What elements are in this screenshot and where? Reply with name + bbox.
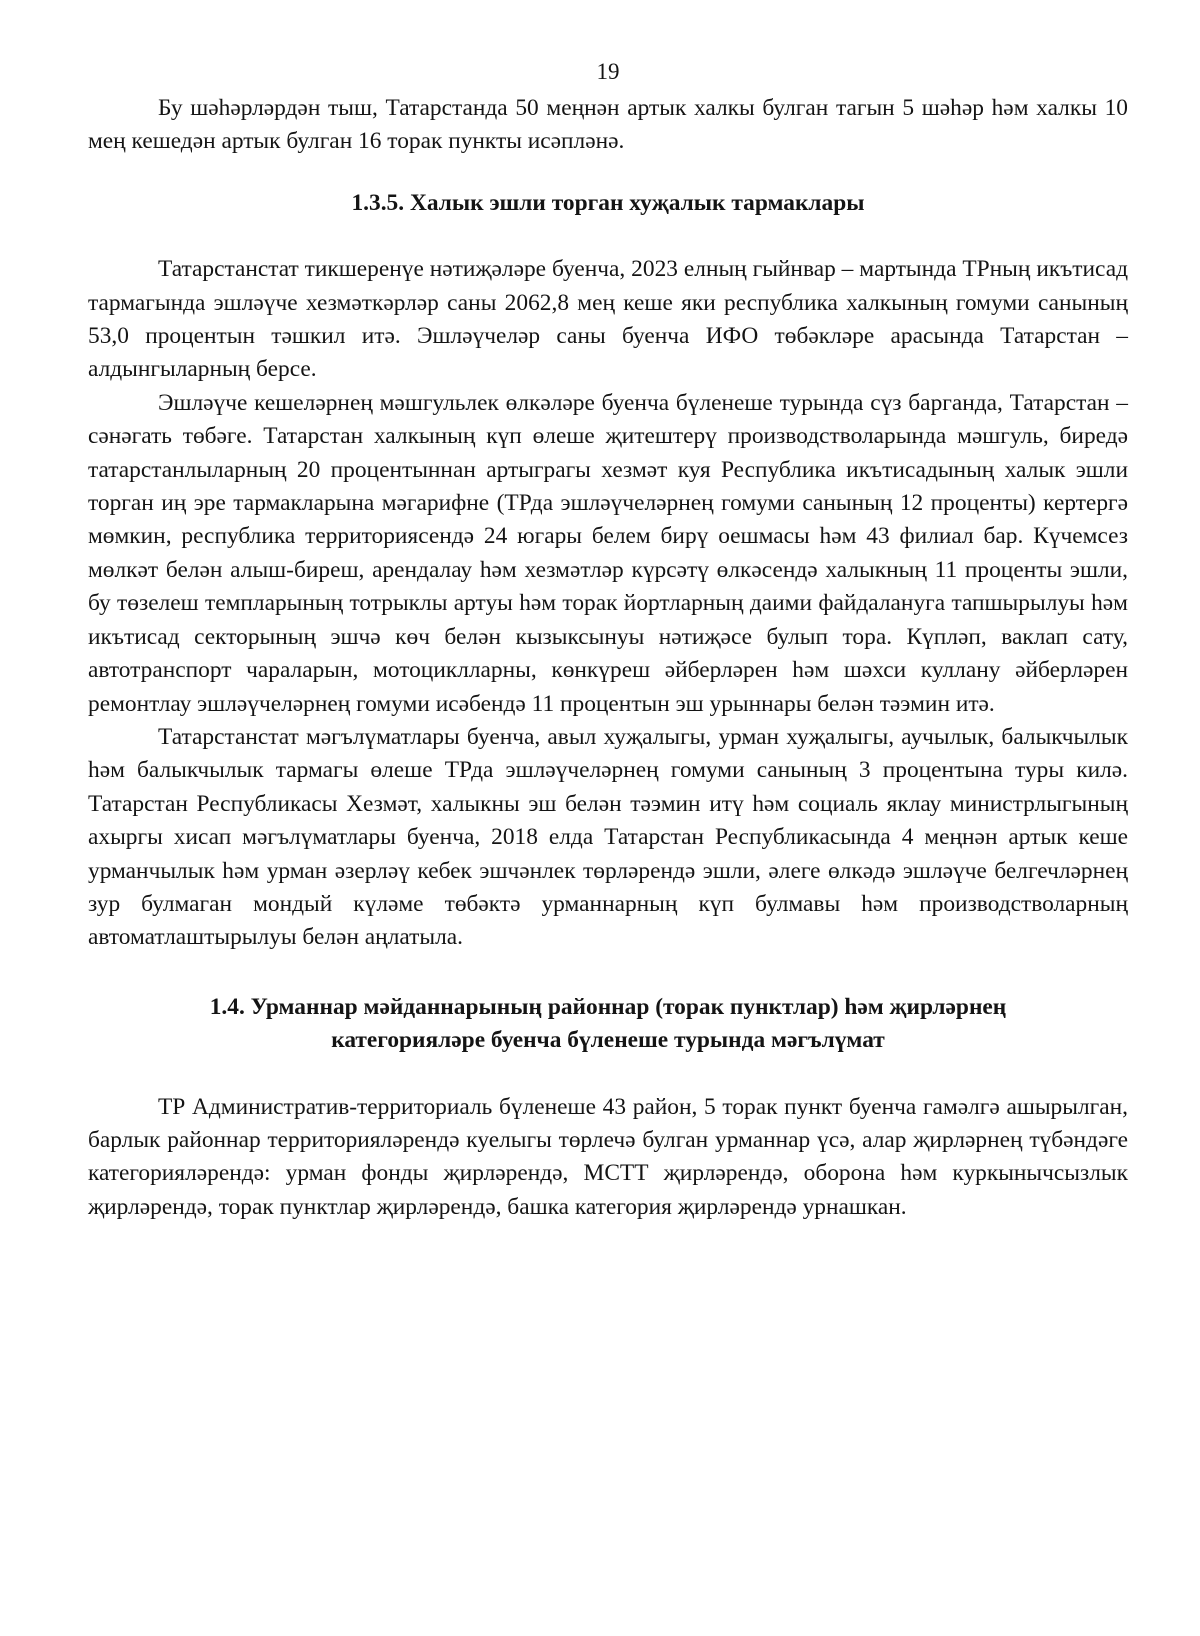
section-heading-1-4-line1: 1.4. Урманнар мәйданнарының районнар (торак пунктлар) һәм җирләрнең	[209, 993, 1007, 1020]
page-number: 19	[596, 59, 620, 84]
document-page	[88, 52, 1128, 1224]
paragraph-employment-stats: Татарстанстат тикшеренүе нәтиҗәләре буенча, 2023 елның гыйнвар – мартында ТРның икътисад тармагында эшләүче хезмәткәрләр саны 2062,8 мең кеше яки республика халкының гомуми санының 53,0 процентын тәшкил итә. Эшләүчеләр саны буенча ИФО төбәкләре арасында Татарстан – алдынгыларның берсе.	[88, 256, 1128, 383]
section-heading-1-4	[88, 991, 1128, 1058]
paragraph-employment-sectors: Эшләүче кешеләрнең мәшгульлек өлкәләре буенча бүленеше турында сүз барганда, Татарстан – сәнәгать төбәге. Татарстан халкының күп өлеше җитештерү производстволарында мәшгуль, биредә татарстанлыларның 20 процентыннан артыграгы хезмәт куя Республика икътисадының халык эшли торган иң эре тармакларына мәгарифне (ТРда эшләүчеләрнең гомуми санының 12 проценты) кертергә мөмкин, республика территориясендә 24 югары белем бирү оешмасы һәм 43 филиал бар. Күчемсез мөлкәт белән алыш-биреш, арендалау һәм хезмәтләр күрсәтү өлкәсендә халыкның 11 проценты эшли, бу төзелеш темпларының тотрыклы артуы һәм торак йортларның даими файдалануга тапшырылуы һәм икътисад секторының эшчә көч белән кызыксынуы нәтиҗәсе булып тора. Күпләп, ваклап сату, автотранспорт чараларын, мотоциклларны, көнкүреш әйберләрен һәм шәхси куллану әйберләрен ремонтлау эшләүчеләрнең гомуми исәбендә 11 процентын эш урыннары белән тәэмин итә.	[88, 389, 1128, 717]
section-heading-1-3-5: 1.3.5. Халык эшли торган хуҗалык тармаклары	[351, 189, 865, 216]
paragraph-forestry-employment: Татарстанстат мәгълүматлары буенча, авыл хуҗалыгы, урман хуҗалыгы, аучылык, балыкчылык һәм балыкчылык тармагы өлеше ТРда эшләүчеләрнең гомуми санының 3 процентына туры килә. Татарстан Республикасы Хезмәт, халыкны эш белән тәэмин итү һәм социаль яклау министрлыгының ахыргы хисап мәгълүматлары буенча, 2018 елда Татарстан Республикасында 4 меңнән артык кеше урманчылык һәм урман әзерләү кебек эшчәнлек төрләрендә эшли, әлеге өлкәдә эшләүче белгечләрнең зур булмаган мондый күләме төбәктә урманнарның күп булмавы һәм производстволарның автоматлаштырылуы белән аңлатыла.	[88, 723, 1128, 951]
section-heading-1-4-line2: категорияләре буенча бүленеше турында мәгълүмат	[331, 1027, 885, 1054]
paragraph-administrative-division: ТР Административ-территориаль бүленеше 43 район, 5 торак пункт буенча гамәлгә ашырылган, барлык районнар территорияләрендә куелыгы төрлечә булган урманнар үсә, алар җирләрнең түбәндәге категорияләрендә: урман фонды җирләрендә, МСТТ җирләрендә, оборона һәм куркынычсызлык җирләрендә, торак пунктлар җирләрендә, башка категория җирләрендә урнашкан.	[88, 1093, 1128, 1220]
paragraph-cities: Бу шәһәрләрдән тыш, Татарстанда 50 меңнән артык халкы булган тагын 5 шәһәр һәм халкы 10 мең кешедән артык булган 16 торак пункты исәпләнә.	[88, 95, 1128, 155]
